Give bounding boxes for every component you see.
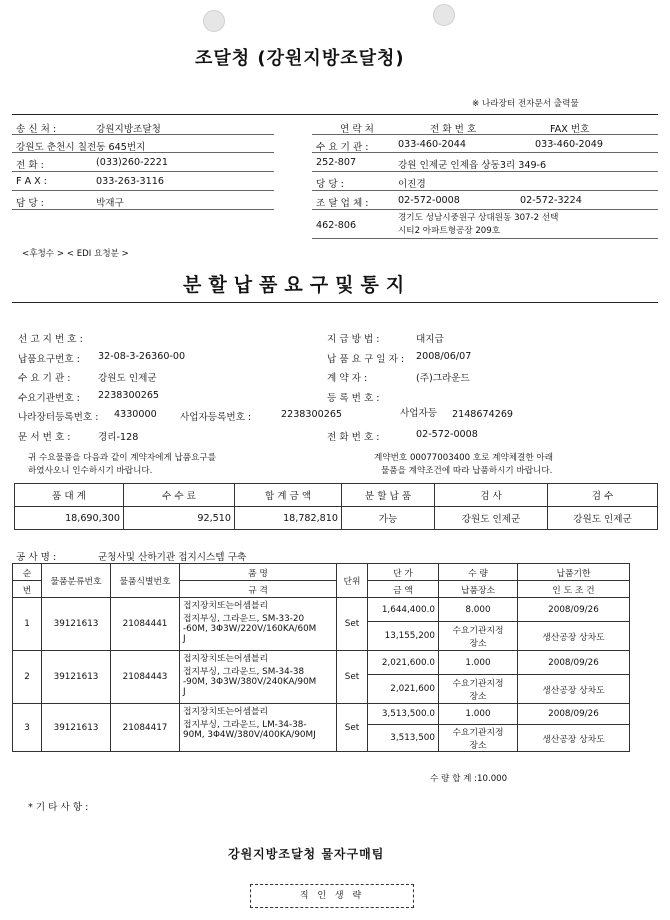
item-place-line-1: 수요기관지정 <box>452 679 504 690</box>
registration-no-label: 등 록 번 호 : <box>327 393 380 404</box>
summary-split-delivery: 가능 <box>342 507 435 530</box>
document-title: 분할납품요구및통지 <box>183 274 412 296</box>
demand-label: 수 요 기 관 : <box>18 373 71 384</box>
punch-hole-left <box>203 10 225 32</box>
contractor-name: (주)그라운드 <box>416 373 470 384</box>
item-delivery-place <box>439 622 518 651</box>
demand-agency-fax: 033-460-2049 <box>535 139 603 150</box>
supplier-address-line-1: 경기도 성남시중원구 상대원동 307-2 선택 <box>398 213 559 223</box>
demand-code-label: 수요기관번호 : <box>18 393 80 404</box>
item-spec-line-2: -90M, 3Φ3W/380V/240KA/90M <box>183 677 317 687</box>
item-qty: 8.000 <box>439 598 518 622</box>
contact-rule-5 <box>312 209 658 210</box>
items-header-spec: 규 격 <box>180 581 337 598</box>
request-date-label: 납 품 요 구 일 자 : <box>327 354 405 365</box>
item-description <box>180 598 337 651</box>
business-reg-label: 사업자등록번호 : <box>180 412 252 423</box>
summary-header-total: 합 계 금 액 <box>235 484 342 507</box>
item-class-no: 39121613 <box>42 651 111 704</box>
items-header-amount: 금 액 <box>368 581 439 598</box>
item-place-line-2: 장소 <box>469 692 487 703</box>
sender-manager: 박재구 <box>96 198 124 209</box>
item-amount: 2,021,600 <box>368 675 439 704</box>
item-description <box>180 704 337 752</box>
title-rule <box>12 302 658 303</box>
supplier-label: 조 달 업 체 : <box>316 198 369 209</box>
demand-agency-phone: 033-460-2044 <box>398 139 466 150</box>
summary-header-goods: 품 대 계 <box>15 484 124 507</box>
item-delivery-terms: 생산공장 상차도 <box>518 622 630 651</box>
summary-header-row <box>15 484 658 507</box>
phone-no: 02-572-0008 <box>416 429 478 440</box>
item-no: 1 <box>13 598 42 651</box>
punch-hole-right <box>433 4 455 26</box>
item-place-line-1: 수요기관지정 <box>452 626 504 637</box>
summary-goods-total: 18,690,300 <box>15 507 124 530</box>
item-ident-no: 21084417 <box>111 704 180 752</box>
project-name: 군청사및 산하기관 접지시스템 구축 <box>98 552 247 563</box>
table-row <box>13 651 630 675</box>
supplier-address-line-2: 시티2 아파트형공장 209호 <box>398 226 501 236</box>
sender-phone-label: 전 화 : <box>16 160 44 171</box>
supplier-phone: 02-572-0008 <box>398 195 460 206</box>
item-due-date: 2008/09/26 <box>518 651 630 675</box>
item-spec-line-1: 접지부싱, 그라운드, SM-34-38 <box>183 667 305 677</box>
sender-rule-4 <box>12 190 274 191</box>
item-delivery-place <box>439 675 518 704</box>
item-place-line-1: 수요기관지정 <box>452 728 504 738</box>
item-place-line-2: 장소 <box>469 741 487 751</box>
contractor-label: 계 약 자 : <box>327 373 368 384</box>
narajangteo-reg-no: 4330000 <box>114 409 157 420</box>
payment-method: 대지급 <box>416 334 444 345</box>
item-delivery-terms: 생산공장 상차도 <box>518 675 630 704</box>
item-name: 접지장치또는어셈블리 <box>183 601 268 611</box>
etc-label: * 기 타 사 항 : <box>28 802 89 813</box>
item-delivery-place <box>439 725 518 752</box>
summary-inspection: 강원도 인제군 <box>435 507 548 530</box>
items-header-price: 단 가 <box>368 564 439 581</box>
contact-rule-6 <box>312 238 658 239</box>
item-class-no: 39121613 <box>42 704 111 752</box>
notice-no-label: 선 고 지 번 호 : <box>18 334 83 345</box>
sender-fax: 033-263-3116 <box>96 176 164 187</box>
sender-label: 송 신 처 : <box>16 124 57 135</box>
item-unit: Set <box>337 651 368 704</box>
item-unit-price: 2,021,600.0 <box>368 651 439 675</box>
item-due-date: 2008/09/26 <box>518 598 630 622</box>
sender-fax-label: F A X : <box>16 176 48 187</box>
items-header-no-2: 번 <box>13 581 42 598</box>
summary-fee: 92,510 <box>124 507 235 530</box>
items-header-due: 납품기한 <box>518 564 630 581</box>
sender-manager-label: 담 당 : <box>16 198 44 209</box>
sender-rule-3 <box>12 171 274 172</box>
footer-team: 강원지방조달청 물자구매팀 <box>228 847 385 861</box>
items-header-terms: 인 도 조 건 <box>518 581 630 598</box>
agency-title: 조달청 (강원지방조달청) <box>195 48 405 69</box>
contact-col-header: 연 락 처 <box>340 124 374 135</box>
items-header-row-1 <box>13 564 630 581</box>
item-ident-no: 21084443 <box>111 651 180 704</box>
items-header-unit: 단위 <box>337 564 368 598</box>
item-qty: 1.000 <box>439 651 518 675</box>
demand-agency-address: 강원 인제군 인제읍 상동3리 349-6 <box>398 160 547 171</box>
route-label: <후청수 > < EDI 요청분 > <box>22 249 129 259</box>
item-spec-line-1: 접지부싱, 그라운드, LM-34-38- <box>183 720 307 730</box>
business-reg-no: 2238300265 <box>281 409 343 420</box>
request-no-label: 납품요구번호 : <box>18 354 80 365</box>
items-header-item-name: 품 명 <box>180 564 337 581</box>
summary-value-row <box>15 507 658 530</box>
contact-rule-1 <box>312 134 658 135</box>
item-description <box>180 651 337 704</box>
electronic-doc-note: ※ 나라장터 전자문서 출력물 <box>472 99 579 109</box>
request-no: 32-08-3-26360-00 <box>98 351 186 362</box>
summary-grand-total: 18,782,810 <box>235 507 342 530</box>
contact-rule-3 <box>312 171 658 172</box>
demand-agency-zip: 252-807 <box>316 157 357 168</box>
contact-rule-2 <box>312 152 658 153</box>
table-row <box>13 704 630 725</box>
summary-header-fee: 수 수 료 <box>124 484 235 507</box>
items-header-ident-no: 물품식별번호 <box>111 564 180 598</box>
summary-table <box>14 483 658 530</box>
item-class-no: 39121613 <box>42 598 111 651</box>
item-spec-line-1: 접지부싱, 그라운드, SM-33-20 <box>183 614 305 624</box>
contact-rule-4 <box>312 190 658 191</box>
items-header-no-1: 순 <box>13 564 42 581</box>
demand-manager: 이진경 <box>398 179 426 190</box>
item-name: 접지장치또는어셈블리 <box>183 707 268 717</box>
items-table <box>12 563 630 752</box>
seal-omitted-box: 직 인 생 략 <box>250 884 414 908</box>
narajangteo-reg-label: 나라장터등록번호 : <box>18 412 99 423</box>
item-delivery-terms: 생산공장 상차도 <box>518 725 630 752</box>
item-due-date: 2008/09/26 <box>518 704 630 725</box>
item-unit: Set <box>337 704 368 752</box>
item-amount: 3,513,500 <box>368 725 439 752</box>
item-unit-price: 1,644,400.0 <box>368 598 439 622</box>
phone-col-header: 전 화 번 호 <box>430 124 477 135</box>
item-unit: Set <box>337 598 368 651</box>
item-spec-line-2: -60M, 3Φ3W/220V/160KA/60M <box>183 624 317 634</box>
sender-address: 강원도 춘천시 칠전동 645번지 <box>16 142 146 153</box>
item-amount: 13,155,200 <box>368 622 439 651</box>
item-place-line-2: 장소 <box>469 639 487 650</box>
summary-header-split: 분 할 납 품 <box>342 484 435 507</box>
item-no: 2 <box>13 651 42 704</box>
demand-agency-label: 수 요 기 관 : <box>316 142 369 153</box>
sender-rule-5 <box>12 209 274 210</box>
notice-left-line-1: 귀 수요물품을 다음과 같이 계약자에게 납품요구를 <box>28 453 216 463</box>
phone-no-label: 전 화 번 호 : <box>327 432 380 443</box>
contractor-biz-label: 사업자등 <box>400 408 438 419</box>
notice-right-line-1: 계약번호 00077003400 호로 계약체결한 아래 <box>374 453 553 463</box>
item-qty: 1.000 <box>439 704 518 725</box>
sender-name: 강원지방조달청 <box>96 124 161 135</box>
summary-acceptance: 강원도 인제군 <box>548 507 658 530</box>
request-date: 2008/06/07 <box>416 351 472 362</box>
summary-header-inspection: 검 사 <box>435 484 548 507</box>
notice-left-line-2: 하였사오니 인수하시기 바랍니다. <box>28 466 153 476</box>
payment-label: 지 급 방 법 : <box>327 334 380 345</box>
summary-header-acceptance: 검 수 <box>548 484 658 507</box>
item-name: 접지장치또는어셈블리 <box>183 654 268 664</box>
item-ident-no: 21084441 <box>111 598 180 651</box>
item-spec-line-3: J <box>183 634 186 644</box>
supplier-fax: 02-572-3224 <box>520 195 582 206</box>
contractor-biz-no: 2148674269 <box>452 409 514 420</box>
item-spec-line-2: 90M, 3Φ4W/380V/400KA/90MJ <box>183 730 316 740</box>
item-unit-price: 3,513,500.0 <box>368 704 439 725</box>
item-no: 3 <box>13 704 42 752</box>
demand-manager-label: 당 당 : <box>316 179 344 190</box>
demand-agency: 강원도 인제군 <box>98 373 157 384</box>
notice-right-line-2: 물품을 계약조건에 따라 납품하시기 바랍니다. <box>381 466 553 476</box>
sender-phone: (033)260-2221 <box>96 157 168 168</box>
table-row <box>13 598 630 622</box>
sender-rule-1 <box>12 134 274 135</box>
item-spec-line-3: J <box>183 687 186 697</box>
doc-no: 경리-128 <box>98 432 139 443</box>
doc-no-label: 문 서 번 호 : <box>18 432 71 443</box>
supplier-zip: 462-806 <box>316 220 357 231</box>
header-rule <box>12 114 658 115</box>
demand-code: 2238300265 <box>98 390 160 401</box>
items-header-class-no: 물품분류번호 <box>42 564 111 598</box>
fax-col-header: FAX 번호 <box>550 124 590 135</box>
items-header-place: 납품장소 <box>439 581 518 598</box>
sender-rule-2 <box>12 152 274 153</box>
items-header-qty: 수 량 <box>439 564 518 581</box>
quantity-total: 수 량 합 계 :10.000 <box>430 774 508 784</box>
project-label: 공 사 명 : <box>16 552 57 563</box>
